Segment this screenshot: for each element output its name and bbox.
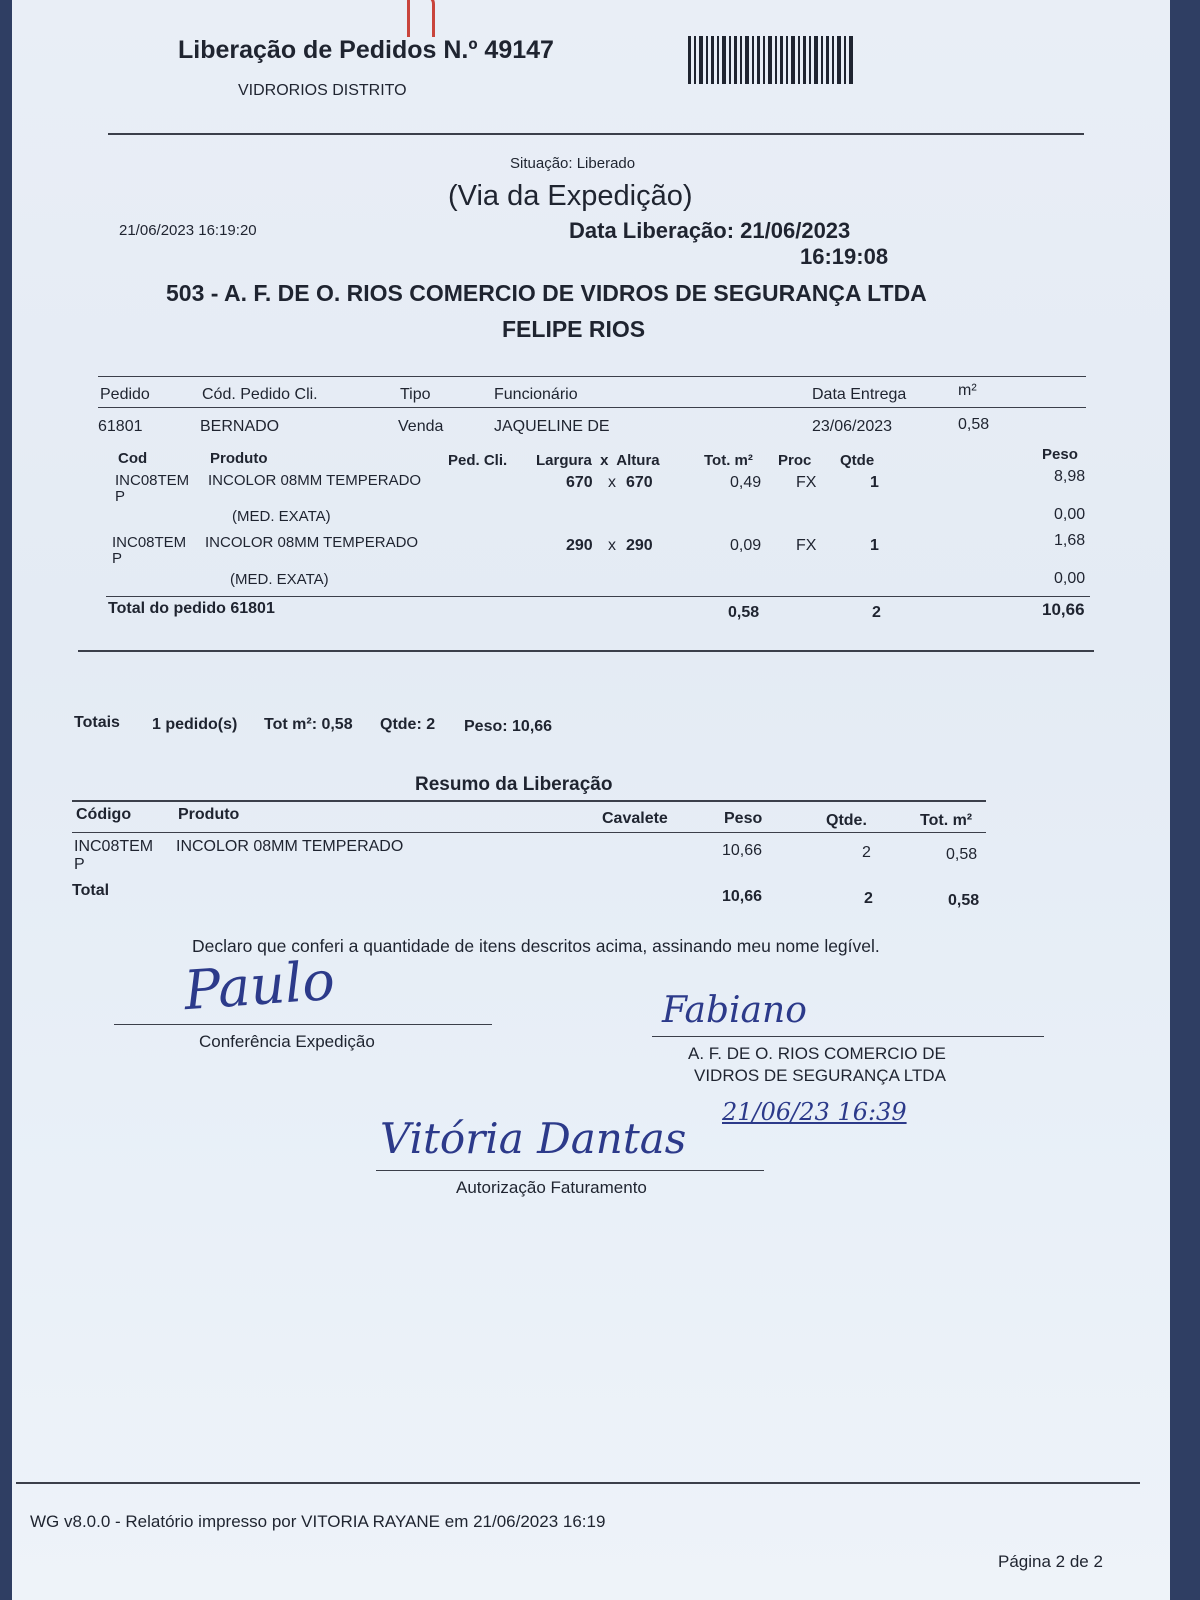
- table-top-line: [98, 376, 1086, 377]
- resumo-title: Resumo da Liberação: [415, 774, 613, 795]
- item2-peso: 1,68: [1054, 532, 1086, 549]
- item1-cod: INC08TEM: [115, 472, 190, 489]
- item2-note-peso: 0,00: [1054, 570, 1086, 587]
- resumo-row-peso: 10,66: [722, 842, 763, 859]
- item1-note: (MED. EXATA): [232, 508, 331, 525]
- footer-divider: [16, 1482, 1140, 1484]
- item2-proc: FX: [796, 537, 817, 554]
- section-divider: [78, 650, 1094, 652]
- col-funcionario: Funcionário: [494, 386, 578, 403]
- conferencia-label: Conferência Expedição: [199, 1032, 375, 1051]
- totais-peso: Peso: 10,66: [464, 718, 553, 735]
- order-total-qtde: 2: [872, 604, 881, 621]
- item2-produto: INCOLOR 08MM TEMPERADO: [205, 534, 419, 551]
- order-total-m2: 0,58: [728, 604, 760, 621]
- item2-cod: INC08TEM: [112, 534, 187, 551]
- header-divider: [108, 133, 1084, 135]
- col-pedido: Pedido: [100, 386, 150, 403]
- col-tipo: Tipo: [400, 386, 431, 403]
- signature-line-conferencia: [114, 1024, 492, 1025]
- item2-tot-m2: 0,09: [730, 537, 762, 554]
- item2-note: (MED. EXATA): [230, 571, 329, 588]
- client-label-line2: VIDROS DE SEGURANÇA LTDA: [694, 1066, 946, 1085]
- item-col-peso: Peso: [1042, 446, 1078, 463]
- order-data-entrega: 23/06/2023: [812, 418, 893, 435]
- item1-note-peso: 0,00: [1054, 506, 1086, 523]
- signature-line-autorizacao: [376, 1170, 764, 1171]
- item1-largura: 670: [566, 474, 593, 491]
- table-header-line: [98, 407, 1086, 408]
- printed-timestamp: 21/06/2023 16:19:20: [119, 222, 257, 239]
- document-title: Liberação de Pedidos N.º 49147: [178, 36, 554, 64]
- autorizacao-label: Autorização Faturamento: [456, 1178, 647, 1197]
- resumo-total-tot-m2: 0,58: [948, 892, 980, 909]
- signature-conferencia: Paulo: [181, 948, 337, 1023]
- resumo-col-produto: Produto: [178, 806, 240, 823]
- order-funcionario: JAQUELINE DE: [494, 418, 610, 435]
- items-total-line: [106, 596, 1090, 597]
- barcode: [688, 36, 858, 86]
- totais-pedidos: 1 pedido(s): [152, 716, 238, 733]
- resumo-row-codigo-cont: P: [74, 856, 85, 873]
- resumo-row-qtde: 2: [862, 844, 871, 861]
- item1-cod-cont: P: [115, 488, 126, 505]
- document-page: [12, 0, 1170, 1600]
- col-cod-pedido-cli: Cód. Pedido Cli.: [202, 386, 318, 403]
- resumo-col-tot-m2: Tot. m²: [920, 812, 973, 829]
- order-cod-cli: BERNADO: [200, 418, 280, 435]
- resumo-total-peso: 10,66: [722, 888, 763, 905]
- totais-label: Totais: [74, 714, 120, 731]
- item-col-ped-cli: Ped. Cli.: [448, 452, 508, 469]
- item1-altura: 670: [626, 474, 653, 491]
- resumo-col-codigo: Código: [76, 806, 132, 823]
- item-col-tot-m2: Tot. m²: [704, 452, 753, 469]
- resumo-row-codigo: INC08TEM: [74, 838, 154, 855]
- resumo-total-qtde: 2: [864, 890, 873, 907]
- resumo-col-cavalete: Cavalete: [602, 810, 668, 827]
- client-contact: FELIPE RIOS: [502, 316, 646, 342]
- company-name: VIDRORIOS DISTRITO: [238, 82, 407, 99]
- item-col-qtde: Qtde: [840, 452, 875, 469]
- item1-peso: 8,98: [1054, 468, 1086, 485]
- release-date: Data Liberação: 21/06/2023: [569, 218, 851, 243]
- item2-cod-cont: P: [112, 550, 123, 567]
- item2-qtde: 1: [870, 537, 879, 554]
- item1-qtde: 1: [870, 474, 879, 491]
- item1-tot-m2: 0,49: [730, 474, 762, 491]
- item1-x: x: [608, 474, 616, 491]
- resumo-col-peso: Peso: [724, 810, 763, 827]
- footer-page-number: Página 2 de 2: [998, 1552, 1103, 1571]
- order-total-label: Total do pedido 61801: [108, 600, 275, 617]
- release-time: 16:19:08: [800, 244, 889, 269]
- item-col-cod: Cod: [118, 450, 148, 467]
- item-col-largura-altura: Largura x Altura: [536, 452, 660, 469]
- via-label: (Via da Expedição): [448, 180, 693, 212]
- resumo-col-qtde: Qtde.: [826, 812, 867, 829]
- client-name: 503 - A. F. DE O. RIOS COMERCIO DE VIDROS DE SEGURANÇA LTDA: [166, 280, 927, 306]
- client-label-line1: A. F. DE O. RIOS COMERCIO DE: [688, 1044, 946, 1063]
- resumo-row-produto: INCOLOR 08MM TEMPERADO: [176, 838, 404, 855]
- totais-m2: Tot m²: 0,58: [264, 716, 353, 733]
- totais-qtde: Qtde: 2: [380, 716, 436, 733]
- resumo-row-tot-m2: 0,58: [946, 846, 978, 863]
- item1-produto: INCOLOR 08MM TEMPERADO: [208, 472, 422, 489]
- signature-client: Fabiano: [662, 990, 807, 1031]
- order-pedido: 61801: [98, 418, 143, 435]
- order-tipo: Venda: [398, 418, 444, 435]
- order-total-peso: 10,66: [1042, 600, 1085, 619]
- resumo-header-line: [72, 832, 986, 833]
- item1-proc: FX: [796, 474, 817, 491]
- item2-largura: 290: [566, 537, 593, 554]
- resumo-top-line: [72, 800, 986, 802]
- item2-altura: 290: [626, 537, 653, 554]
- item-col-proc: Proc: [778, 452, 812, 469]
- order-m2: 0,58: [958, 416, 990, 433]
- item-col-produto: Produto: [210, 450, 268, 467]
- footer-printed-by: WG v8.0.0 - Relatório impresso por VITORIA RAYANE em 21/06/2023 16:19: [30, 1512, 606, 1531]
- signature-autorizacao: Vitória Dantas: [380, 1114, 687, 1163]
- red-mark: [407, 0, 435, 37]
- col-data-entrega: Data Entrega: [812, 386, 907, 403]
- declaration-text: Declaro que conferi a quantidade de itens descritos acima, assinando meu nome legível.: [192, 936, 880, 956]
- handwritten-date: 21/06/23 16:39: [722, 1098, 907, 1126]
- signature-line-client: [652, 1036, 1044, 1037]
- item2-x: x: [608, 537, 616, 554]
- resumo-total-label: Total: [72, 882, 110, 899]
- status-text: Situação: Liberado: [510, 155, 636, 172]
- col-m2: m²: [958, 382, 977, 399]
